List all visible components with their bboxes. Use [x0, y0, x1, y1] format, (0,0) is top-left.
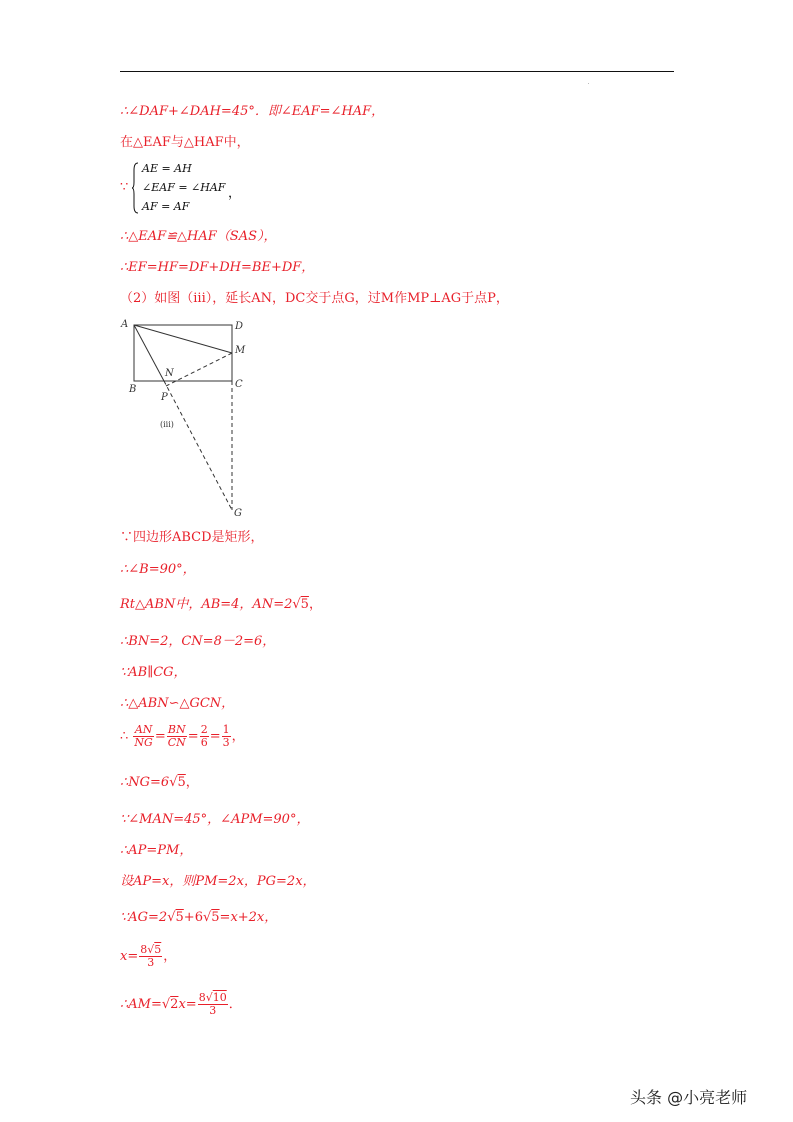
- line-12-punct: ，: [231, 729, 245, 744]
- line-19: [120, 992, 242, 1017]
- line-18: [120, 944, 176, 969]
- line-19-mid: x=: [178, 997, 197, 1012]
- line-1: ∴∠DAF+∠DAH=45°．即∠EAF=∠HAF，: [120, 104, 385, 119]
- radicand: 2: [170, 997, 179, 1012]
- condition-comma: ，: [228, 186, 242, 201]
- equals: =: [209, 729, 221, 744]
- line-12: [120, 724, 245, 749]
- equals: =: [154, 729, 166, 744]
- equals: =: [187, 729, 199, 744]
- line-18-text: x=: [120, 949, 139, 964]
- radicand: 5: [211, 910, 220, 925]
- segment-ng-dashed: [164, 381, 232, 510]
- frac-num: AN: [134, 723, 153, 736]
- line-13: [120, 774, 199, 792]
- left-brace-icon: [132, 162, 138, 214]
- frac-den: 6: [200, 736, 208, 749]
- condition-row-3: AF = AF: [142, 200, 190, 213]
- line-19-text: ∴AM=: [120, 997, 162, 1012]
- radicand: 5: [175, 910, 184, 925]
- line-8-text: Rt△ABN中，AB=4，AN=2: [120, 597, 293, 612]
- line-17-post: =x+2x，: [219, 910, 278, 925]
- line-17-text: ∵AG=2: [120, 910, 168, 925]
- line-5: （2）如图（iii），延长AN，DC交于点G，过M作MP⊥AG于点P，: [120, 291, 509, 306]
- label-c: C: [235, 379, 243, 390]
- line-7: ∴∠B=90°，: [120, 562, 196, 577]
- fraction-1-3: [222, 724, 231, 749]
- sqrt-icon: √: [169, 775, 178, 790]
- line-6: ∵四边形ABCD是矩形，: [120, 530, 264, 545]
- radicand: 5: [154, 943, 162, 956]
- frac-num: BN: [167, 723, 186, 736]
- line-4: ∴EF=HF=DF+DH=BE+DF，: [120, 260, 315, 275]
- segment-am: [134, 325, 232, 353]
- line-13-text: ∴NG=6: [120, 775, 170, 790]
- condition-row-2: ∠EAF = ∠HAF: [142, 181, 226, 194]
- coef: 8: [140, 943, 148, 956]
- sqrt-icon: √: [202, 910, 212, 925]
- label-d: D: [235, 321, 244, 332]
- label-b: B: [129, 384, 137, 395]
- frac-den: NG: [134, 736, 153, 749]
- line-14: ∵∠MAN=45°，∠APM=90°，: [120, 812, 310, 827]
- fraction-bn-cn: [167, 724, 187, 749]
- radicand: 5: [177, 775, 186, 790]
- line-17-mid: +6: [183, 910, 203, 925]
- frac-num: 2: [200, 723, 208, 736]
- segment-an: [134, 325, 164, 381]
- line-16: 设AP=x，则PM=2x，PG=2x，: [120, 874, 316, 889]
- sqrt-icon: √: [292, 597, 301, 612]
- label-g: G: [234, 508, 242, 519]
- line-13-punct: ，: [185, 775, 199, 790]
- frac-den: 3: [209, 1004, 217, 1017]
- line-11: ∴△ABN∽△GCN，: [120, 696, 235, 711]
- line-10: ∵AB∥CG，: [120, 665, 187, 680]
- line-19-punct: ．: [228, 997, 242, 1012]
- fraction-2-6: [200, 724, 209, 749]
- condition-row-1: AE = AH: [142, 162, 192, 175]
- radicand: 5: [300, 597, 309, 612]
- line-8-punct: ，: [308, 597, 322, 612]
- scan-speck: [588, 83, 589, 84]
- congruence-conditions: [120, 160, 320, 218]
- geometry-figure: [118, 316, 258, 521]
- frac-den: 3: [222, 736, 230, 749]
- radicand: 10: [212, 991, 227, 1004]
- because-symbol: ∵: [120, 180, 129, 195]
- line-15: ∴AP=PM，: [120, 843, 193, 858]
- header-rule: [120, 71, 674, 72]
- frac-num: 1: [222, 723, 230, 736]
- line-18-punct: ，: [163, 949, 177, 964]
- frac-den: 3: [147, 956, 155, 969]
- label-p: P: [161, 392, 168, 403]
- sqrt-icon: √: [167, 910, 176, 925]
- fraction-8sqrt10-3: [198, 992, 228, 1017]
- figure-caption: (iii): [160, 420, 174, 429]
- frac-den: CN: [167, 736, 186, 749]
- sqrt-icon: √: [147, 943, 155, 956]
- label-m: M: [235, 345, 246, 356]
- line-8: [120, 596, 322, 614]
- label-n: N: [165, 368, 174, 379]
- therefore-symbol: ∴: [120, 729, 129, 744]
- fraction-8sqrt5-3: [139, 944, 162, 969]
- line-2: 在△EAF与△HAF中，: [120, 135, 250, 150]
- sqrt-icon: √: [161, 997, 171, 1012]
- sqrt-icon: √: [205, 991, 213, 1004]
- fraction-an-ng: [133, 724, 153, 749]
- line-9: ∴BN=2，CN=8－2=6，: [120, 634, 276, 649]
- coef: 8: [198, 991, 206, 1004]
- watermark: 头条 @小亮老师: [630, 1088, 748, 1107]
- line-17: [120, 909, 277, 927]
- line-3: ∴△EAF≌△HAF（SAS），: [120, 229, 277, 244]
- label-a: A: [121, 319, 129, 330]
